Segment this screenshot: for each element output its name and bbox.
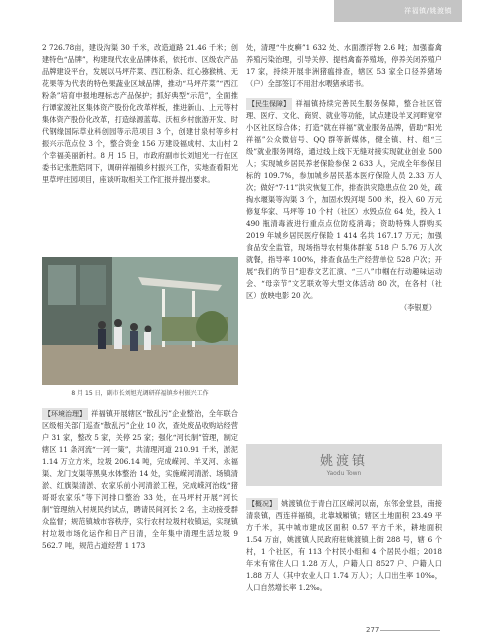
paragraph [246, 498, 442, 594]
left-column-environment [42, 408, 238, 552]
paragraph: 2 726.78亩，建设沟渠 30 千米，改造道路 21.46 千米；创建特色“品牌”，构建现代农业品牌体系，依托市、区级农产品品牌建设平台，发展以马坪芹菜、西江粉条、红心猕猴桃、无花果等为代表的特色果蔬业区域品牌，推动“马坪芹菜”“西江粉条”培育申报地理标志产品保护；抓好典型“示范”，全面推行谭家渡社区集体资产股份化改革样板，推进新山、上元等村集体资产股份化改革，打造绿源蓝莓、沃桓乡村旅游开发、时代钢缘国际草业科创园等示范项目 3 个，创建甘泉村等乡村振兴示范点位 3 个，整合资金 156 万建设福成村、太山村 2 个幸福美丽新村。8 月 15 日，市政府副市长刘旭光一行在区委书记张胜陪同下，调研祥福镇乡村振兴工作，实地查看阳光里草坪庄园项目，座谈听取相关工作汇报并提出要求。 [42, 43, 238, 184]
paragraph: 处，清理“牛皮癣”1 632 处、水面漂浮物 2.6 吨；加强畜禽养殖污染治理，引导关停、提档禽畜养殖场，停养关闭养殖户 17 家，持续开展非洲猪瘟排查，辖区 53 家全口径养猪场（户）全部签订不用泔水喂猪承诺书。 [246, 43, 442, 88]
section-tag-environment: 【环境治理】 [44, 410, 86, 418]
page-header [0, 0, 480, 22]
town-heading-box [246, 444, 442, 486]
section-tag-overview: 【概况】 [248, 500, 276, 508]
footer-rule [380, 630, 440, 631]
section-tag-welfare: 【民生保障】 [248, 100, 290, 108]
photo-illustration [42, 257, 238, 385]
photo-inspection [42, 257, 238, 385]
paragraph [42, 408, 238, 552]
author-signature: （李银夏） [400, 303, 436, 312]
left-column-intro [42, 42, 238, 186]
right-column-overview [246, 498, 442, 594]
header-title: 祥福镇/姚渡镇 [404, 7, 452, 15]
page-number: 277 [366, 626, 380, 634]
welfare-text: 祥福镇持续完善民生服务保障，整合社区管理、医疗、文化、商贸、就业等功能，试点建设羊叉河畔宽窄小区社区综合体；打造“就在祥福”就业服务品牌，借助“阳光祥福”公众微信号、QQ 群等新媒体，健全镇、村、组“三级”就业服务网络，通过线上线下无缝对接实现就业创业 500 人；实现城乡居民养老保险参保 2 633 人，完成全年参保目标的 109.7%，参加城乡居民基本医疗保险人员 2.33 万人次；做好“7·11”洪灾恢复工作，排查洪灾隐患点位 20 处，疏掏水堰渠等沟渠 3 个，加固水毁河堤 500 米，投入 60 万元修复华家、马坪等 10 个村（社区）水毁点位 64 处，投入 1 490 瓶清毒液进行重点点位防疫消毒；资助特殊人群购买 2019 年城乡居民医疗保险 1 414 名共 167.17 万元；加强食品安全监管，现场指导农村集体群宴 518 户 5.76 万人次就餐，指导率 100%，排查食品生产经营单位 528 户次；开展“我们的节日”迎春文艺汇演、“三八”巾帼在行动趣味运动会、“母亲节”文艺联欢等大型文体活动 80 次，在各村（社区）放映电影 20 次。 [246, 99, 442, 300]
town-name-english: Yaodu Town [326, 470, 362, 477]
right-column [246, 42, 442, 314]
environment-text: 祥福镇开展辖区“散乱污”企业整治，全年联合区级相关部门巡查“散乱污”企业 10 次，查处废品收购站经营户 31 家，整改 5 家，关停 25 家；强化“河长制”管理，制定辖区 11 条河流“一河一策”，共清理河道 210.91 千米，淤泥 1.14 万立方米，垃圾 206.14 吨，完成嵘河、羊叉河、永福渠、龙门支渠等黑臭水体整治 14 处，实施嵘河清淤、场镇清淤、红旗渠清淤、农家乐前小河清淤工程，完成嵘河治线“猪哥哥农家乐”等下河排口整治 33 处，在马坪村开展“河长制”管理纳入村规民约试点，聘请民间河长 2 名，主动接受群众监督；规范镇城市容秩序，实行农村垃圾村收镇运，实现镇村垃圾市场化运作和日产日清，全年集中清理生活垃圾 9 562.7 吨，规范占道经营 1 173 [42, 409, 238, 550]
overview-text: 姚渡镇位于青白江区嵘河以南，东邻金堂县，南接清泉镇，西连祥福镇，北靠城厢镇；辖区土地面积 23.49 平方千米，其中城市建成区面积 0.57 平方千米，耕地面积 1.54 万亩，姚渡镇人民政府驻姚渡镇上街 288 号，辖 6 个村，1 个社区，有 113 个村民小组和 4 个居民小组；2018 年末有常住人口 1.28 万人，户籍人口 8527 户、户籍人口 1.88 万人（其中农业人口 1.74 万人）；人口出生率 10‰，人口自然增长率 1.2‰。 [246, 499, 442, 592]
header-tab [334, 0, 462, 22]
photo-caption: 8 月 15 日，副市长刘旭光调研祥福镇乡村振兴工作 [71, 390, 209, 397]
town-name: 姚渡镇 [319, 454, 368, 469]
paragraph [246, 98, 442, 302]
